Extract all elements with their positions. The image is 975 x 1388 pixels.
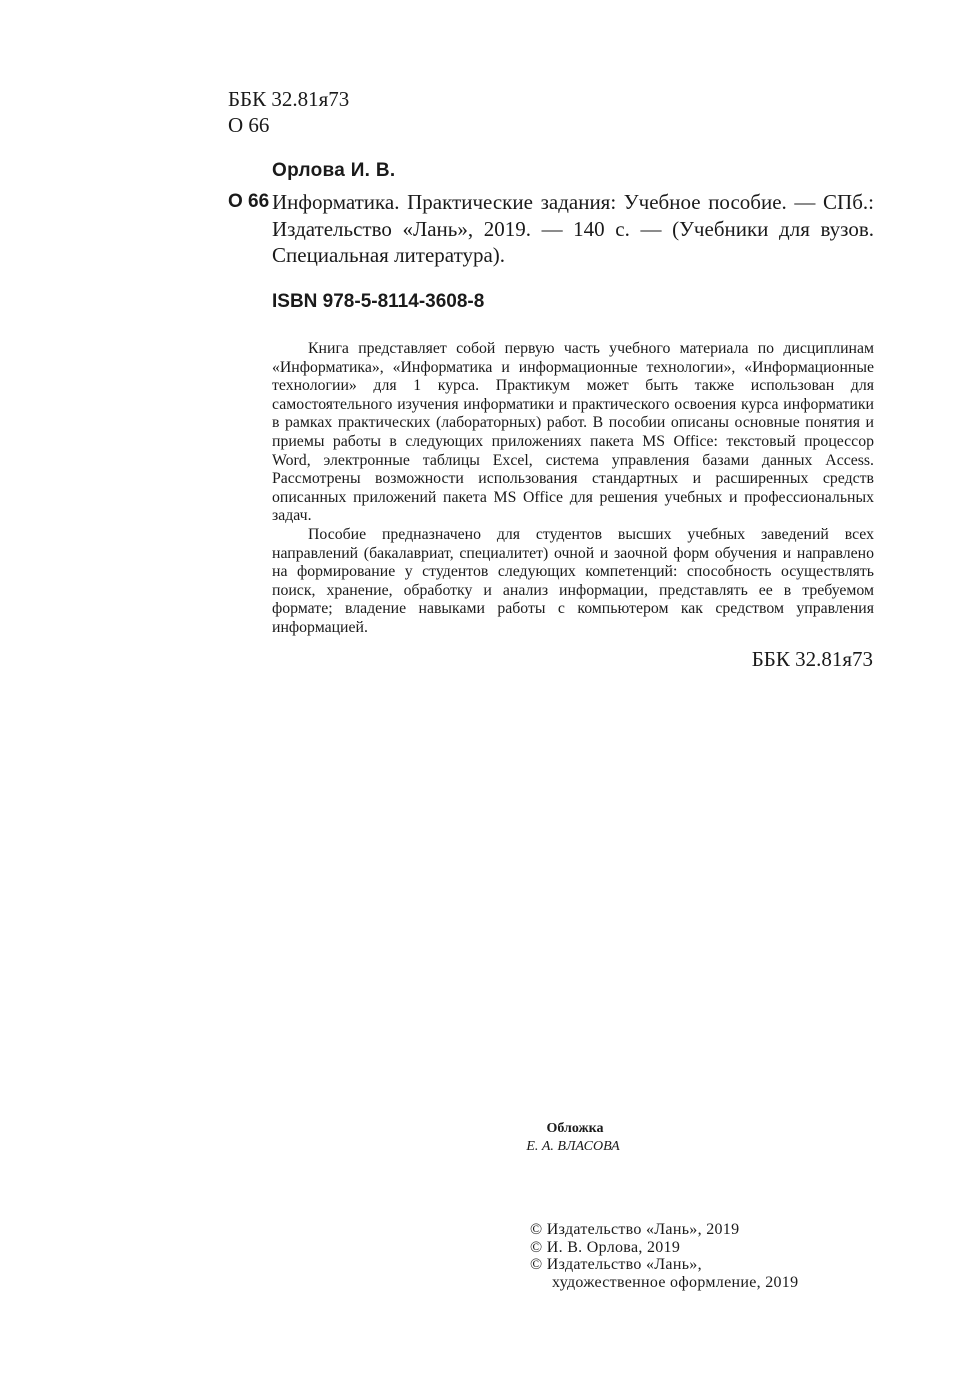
copyright-line: © Издательство «Лань», 2019 [530, 1221, 740, 1238]
isbn: ISBN 978-5-8114-3608-8 [272, 291, 485, 312]
author-sign: О 66 [228, 113, 270, 137]
author-code: О 66 [228, 191, 270, 212]
annotation-paragraph: Книга представляет собой первую часть учебного материала по дисциплинам «Информатика», «Информатика и информационные технологии», «Информационные технологии» для 1 курса. Практикум может быть также использован для самостоятельного изучения информатики и практического освоения курса информатики в рамках практических (лабораторных) работ. В пособии описаны основные понятия и приемы работы в следующих приложениях пакета MS Office: текстовый процессор Word, электронные таблицы Excel, система управления базами данных Access. Рассмотрены возможности использования стандартных и расширенных средств описанных приложений пакета MS Office для решения учебных и профессиональных задач. [272, 340, 874, 525]
copyright-line: © И. В. Орлова, 2019 [530, 1238, 681, 1256]
classification-block [228, 86, 349, 138]
annotation-paragraph: Пособие предназначено для студентов высших учебных заведений всех направлений (бакалавриат, специалитет) очной и заочной форм обучения и направлено на формирование у студентов следующих компетенций: способность осуществлять поиск, хранение, обработку и анализ информации, представлять ее в требуемом формате; владение навыками работы с компьютером как средством управления информацией. [272, 525, 874, 636]
cover-credit [525, 1120, 625, 1156]
cover-label: Обложка [546, 1121, 604, 1136]
copyright-line: © Издательство «Лань», [530, 1256, 702, 1273]
bbk-bottom: ББК 32.81я73 [751, 647, 873, 671]
author-name: Орлова И. В. [272, 160, 396, 181]
bbk-index: ББК 32.81я73 [228, 87, 350, 111]
copyright-line: художественное оформление, 2019 [552, 1273, 799, 1291]
annotation [272, 340, 874, 638]
copyright-block [530, 1221, 798, 1291]
bibliographic-description: Информатика. Практические задания: Учебное пособие. — СПб.: Издательство «Лань», 2019. — 140 с. — (Учебники для вузов. Специальная литература). [272, 190, 874, 267]
cover-designer: Е. А. ВЛАСОВА [526, 1139, 620, 1154]
